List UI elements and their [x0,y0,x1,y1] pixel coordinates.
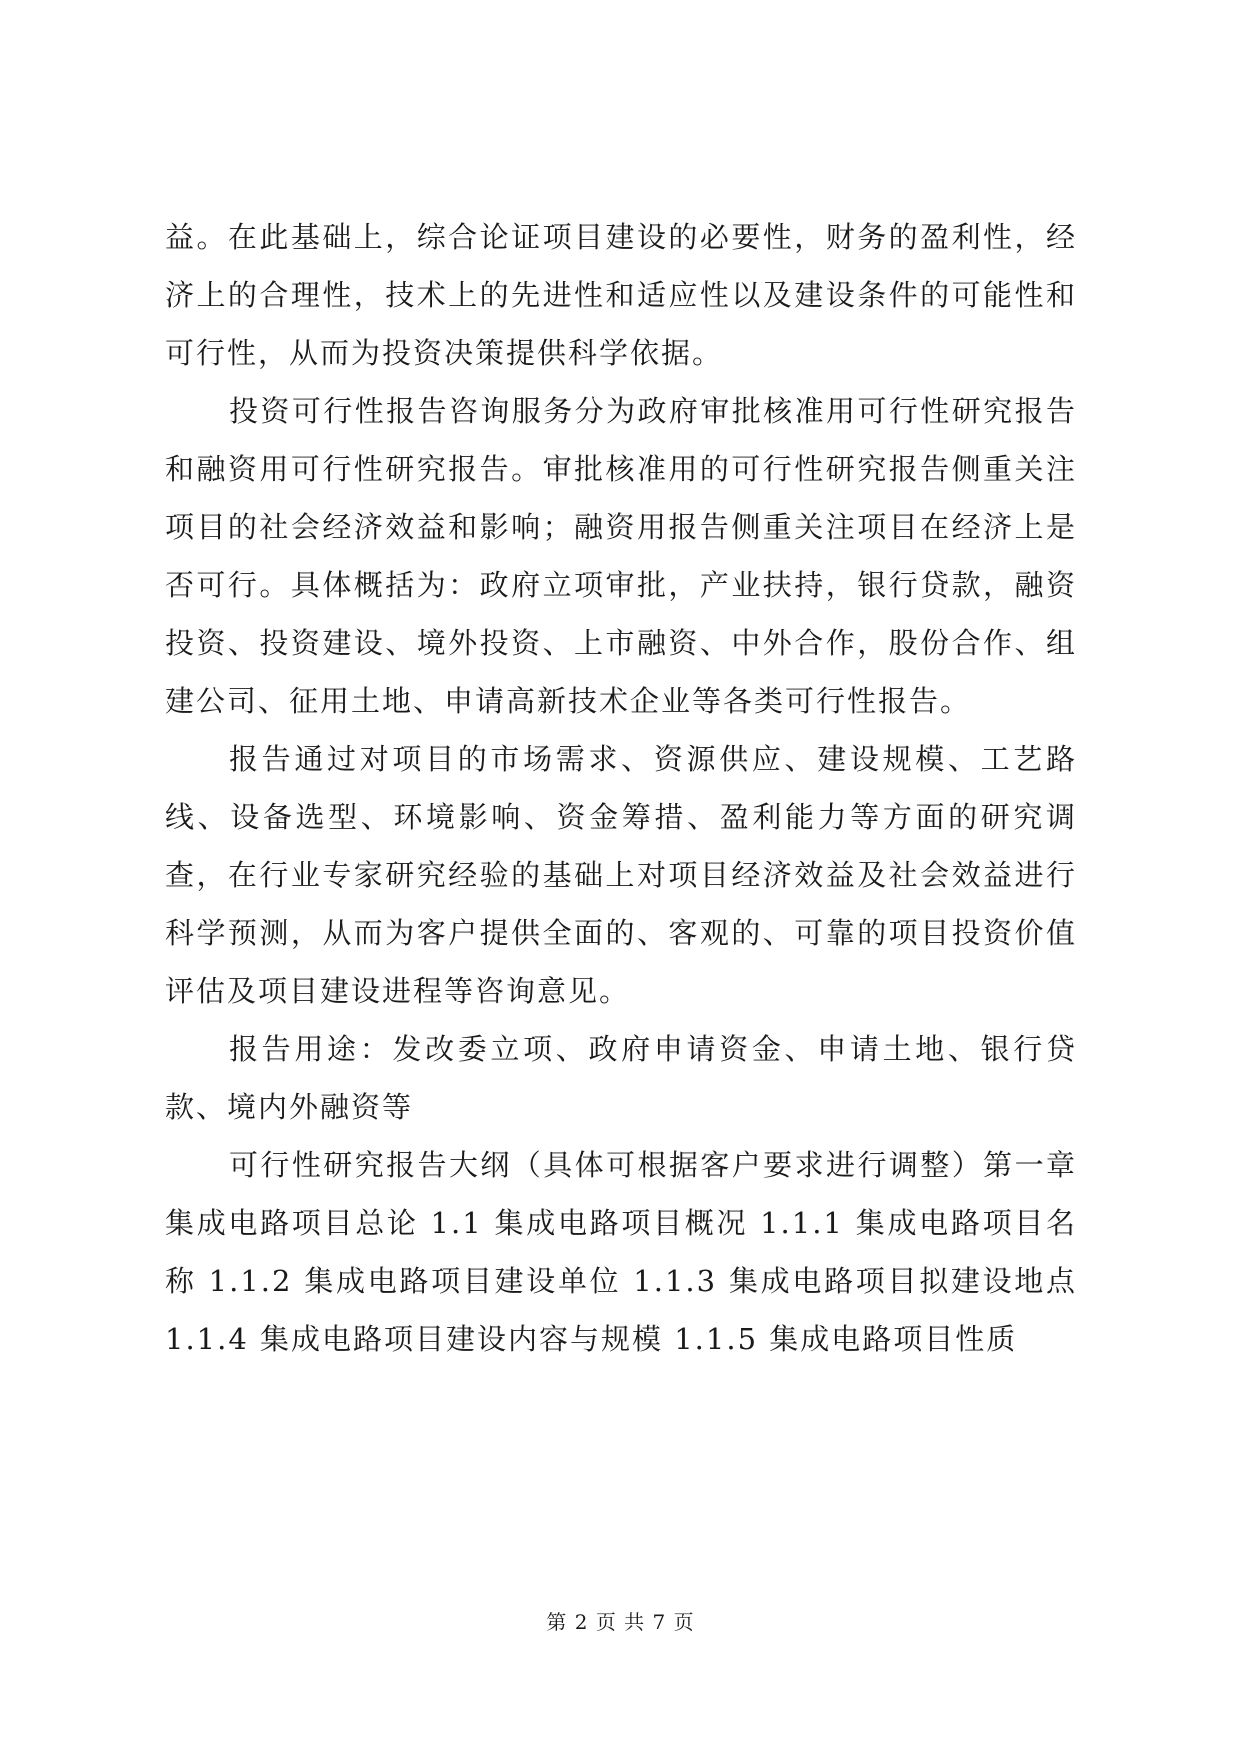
paragraph-4: 报告用途：发改委立项、政府申请资金、申请土地、银行贷款、境内外融资等 [165,1032,1077,1124]
document-body [165,208,1077,1368]
paragraph-1: 益。在此基础上，综合论证项目建设的必要性，财务的盈利性，经济上的合理性，技术上的先进性和适应性以及建设条件的可能性和可行性，从而为投资决策提供科学依据。 [165,220,1077,370]
paragraph-3: 报告通过对项目的市场需求、资源供应、建设规模、工艺路线、设备选型、环境影响、资金筹措、盈利能力等方面的研究调查，在行业专家研究经验的基础上对项目经济效益及社会效益进行科学预测，从而为客户提供全面的、客观的、可靠的项目投资价值评估及项目建设进程等咨询意见。 [165,742,1077,1008]
paragraph-2: 投资可行性报告咨询服务分为政府审批核准用可行性研究报告和融资用可行性研究报告。审批核准用的可行性研究报告侧重关注项目的社会经济效益和影响；融资用报告侧重关注项目在经济上是否可行。具体概括为：政府立项审批，产业扶持，银行贷款，融资投资、投资建设、境外投资、上市融资、中外合作，股份合作、组建公司、征用土地、申请高新技术企业等各类可行性报告。 [165,394,1077,718]
paragraph-5: 可行性研究报告大纲（具体可根据客户要求进行调整）第一章集成电路项目总论 1.1 集成电路项目概况 1.1.1 集成电路项目名称 1.1.2 集成电路项目建设单位 1.1.3 集成电路项目拟建设地点 1.1.4 集成电路项目建设内容与规模 1.1.5 集成电路项目性质 [165,1148,1077,1356]
page-number-footer: 第 2 页 共 7 页 [546,1610,695,1634]
